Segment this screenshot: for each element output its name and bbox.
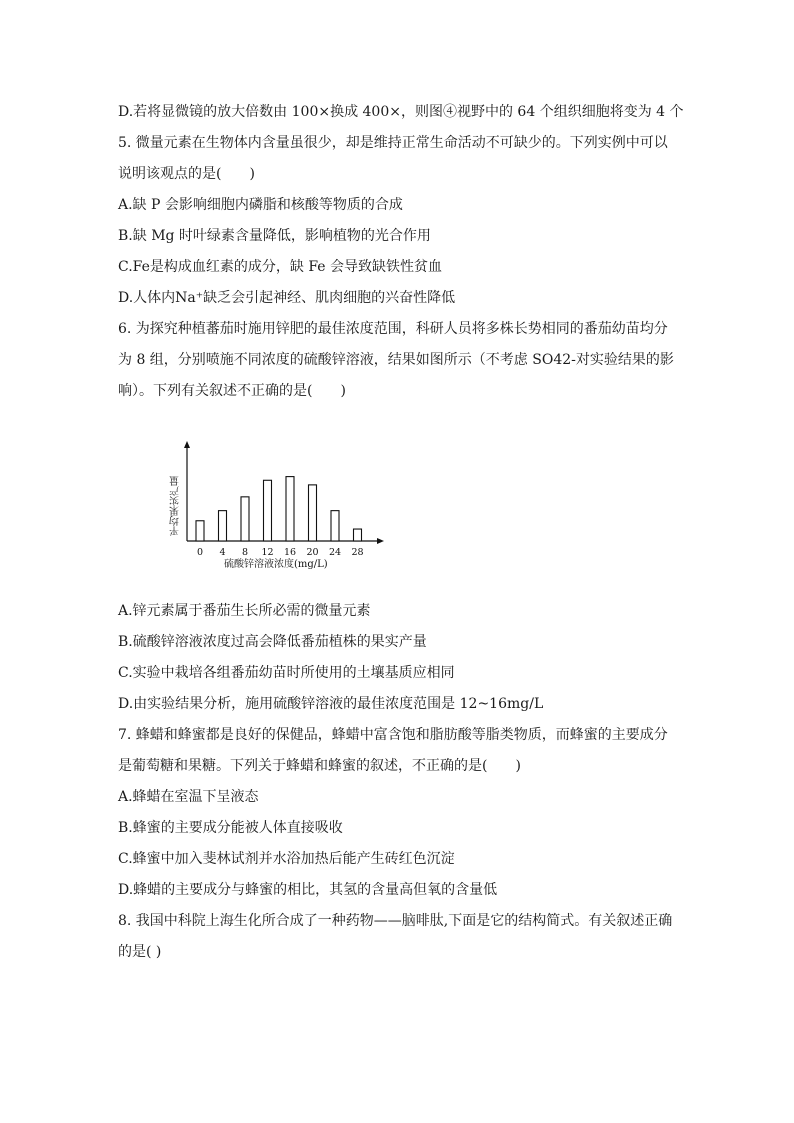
option-c-q5: C.Fe是构成血红素的成分，缺 Fe 会导致缺铁性贫血 [118,259,443,275]
option-c-q7: C.蜂蜜中加入斐林试剂并水浴加热后能产生砖红色沉淀 [118,851,455,867]
question-6-stem-end: 响）。下列有关叙述不正确的是( ) [118,383,346,399]
x-axis-arrow [377,538,384,544]
chart-tick-labels [197,547,364,558]
chart-tick-8: 8 [241,547,249,558]
question-6-stem-cont: 为 8 组，分别喷施不同浓度的硫酸锌溶液，结果如图所示（不考虑 SO42-对实验结果的影 [118,352,674,368]
question-5-stem-cont: 说明该观点的是( ) [118,166,255,182]
chart-tick-0: 0 [196,547,204,558]
option-a-q5: A.缺 P 会影响细胞内磷脂和核酸等物质的合成 [118,197,403,213]
chart-bar-16 [286,477,294,541]
y-axis-arrow [184,441,190,448]
option-b-q7: B.蜂蜜的主要成分能被人体直接吸收 [118,820,343,836]
question-7-stem-cont: 是葡萄糖和果糖。下列关于蜂蜡和蜂蜜的叙述，不正确的是( ) [118,758,521,774]
chart-tick-12: 12 [261,547,274,558]
question-6-stem: 6. 为探究种植蕃茄时施用锌肥的最佳浓度范围，科研人员将多株长势相同的番茄幼苗均分 [118,321,668,337]
chart-bar-24 [331,511,339,541]
option-b-q6: B.硫酸锌溶液浓度过高会降低番茄植株的果实产量 [118,634,427,650]
option-d-q4: D.若将显微镜的放大倍数由 100×换成 400×，则图④视野中的 64 个组织细胞将变为 4 个 [118,104,684,120]
chart-bar-28 [354,529,362,541]
chart-tick-16: 16 [283,547,297,558]
question-7-stem: 7. 蜂蜡和蜂蜜都是良好的保健品，蜂蜡中富含饱和脂肪酸等脂类物质，而蜂蜜的主要成分 [118,727,668,743]
chart-tick-20: 20 [306,547,319,558]
question-8-stem: 8. 我国中科院上海生化所合成了一种药物——脑啡肽,下面是它的结构简式。有关叙述正确 [118,913,673,929]
chart-tick-28: 28 [351,547,364,558]
chart-bar-8 [241,497,249,541]
chart-x-axis-label: 硫酸锌溶液浓度(mg/L) [224,559,328,570]
chart-bar-12 [264,480,272,541]
chart-bar-4 [219,511,227,541]
option-b-q5: B.缺 Mg 时叶绿素含量降低，影响植物的光合作用 [118,228,431,244]
option-c-q6: C.实验中栽培各组番茄幼苗时所使用的土壤基质应相同 [118,665,455,681]
option-d-q5: D.人体内Na⁺缺乏会引起神经、肌肉细胞的兴奋性降低 [118,290,456,306]
chart-bar-20 [309,485,317,541]
option-d-q6: D.由实验结果分析，施用硫酸锌溶液的最佳浓度范围是 12~16mg/L [118,696,544,712]
chart-tick-4: 4 [219,547,226,558]
chart-bar-0 [196,521,204,541]
zinc-sulfate-bar-chart [160,436,400,576]
question-5-stem: 5. 微量元素在生物体内含量虽很少，却是维持正常生命活动不可缺少的。下列实例中可以 [118,135,668,151]
option-a-q7: A.蜂蜡在室温下呈液态 [118,789,259,805]
chart-tick-24: 24 [328,547,342,558]
option-a-q6: A.锌元素属于番茄生长所必需的微量元素 [118,603,371,619]
chart-y-axis-label: 平均果实产量 [170,476,182,536]
question-8-stem-cont: 的是( ) [118,944,162,960]
option-d-q7: D.蜂蜡的主要成分与蜂蜜的相比，其氢的含量高但氧的含量低 [118,882,498,898]
chart-bars [196,477,362,541]
